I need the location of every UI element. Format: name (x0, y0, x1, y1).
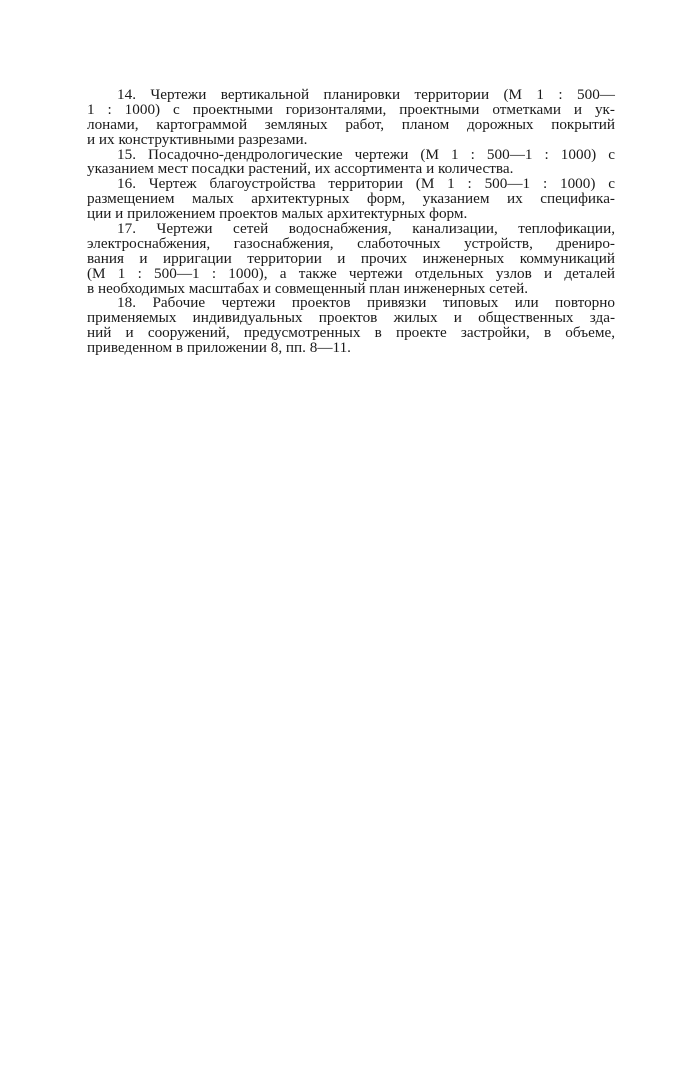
paragraph-18 (87, 296, 615, 356)
text-line: приведенном в приложении 8, пп. 8—11. (87, 339, 351, 357)
text-line: применяемых индивидуальных проектов жилых и общественных зда- (87, 309, 615, 327)
text-line: (М 1 : 500—1 : 1000), а также чертежи отдельных узлов и деталей (87, 264, 615, 282)
text-line: вания и ирригации территории и прочих инженерных коммуникаций (87, 249, 615, 267)
text-line: 17. Чертежи сетей водоснабжения, канализации, теплофикации, (117, 220, 615, 238)
paragraph-16 (87, 177, 615, 222)
text-line: и их конструктивными разрезами. (87, 130, 308, 148)
text-line: в необходимых масштабах и совмещенный план инженерных сетей. (87, 279, 529, 297)
text-line: размещением малых архитектурных форм, указанием их специфика- (87, 190, 615, 208)
text-line: лонами, картограммой земляных работ, планом дорожных покрытий (87, 115, 615, 133)
text-line: электроснабжения, газоснабжения, слаботочных устройств, дрениро- (87, 234, 615, 252)
text-line: 1 : 1000) с проектными горизонталями, проектными отметками и ук- (87, 100, 615, 118)
paragraph-17 (87, 222, 615, 296)
text-line: 16. Чертеж благоустройства территории (М 1 : 500—1 : 1000) с (117, 175, 615, 193)
text-line: указанием мест посадки растений, их ассортимента и количества. (87, 160, 514, 178)
text-line: 18. Рабочие чертежи проектов привязки типовых или повторно (117, 294, 615, 312)
text-line: ний и сооружений, предусмотренных в проекте застройки, в объеме, (87, 324, 615, 342)
document-page (87, 88, 615, 356)
paragraph-14 (87, 88, 615, 148)
text-line: 15. Посадочно-дендрологические чертежи (М 1 : 500—1 : 1000) с (117, 145, 615, 163)
text-line: 14. Чертежи вертикальной планировки территории (М 1 : 500— (117, 86, 615, 103)
paragraph-15 (87, 145, 615, 178)
text-line: ции и приложением проектов малых архитектурных форм. (87, 205, 468, 223)
